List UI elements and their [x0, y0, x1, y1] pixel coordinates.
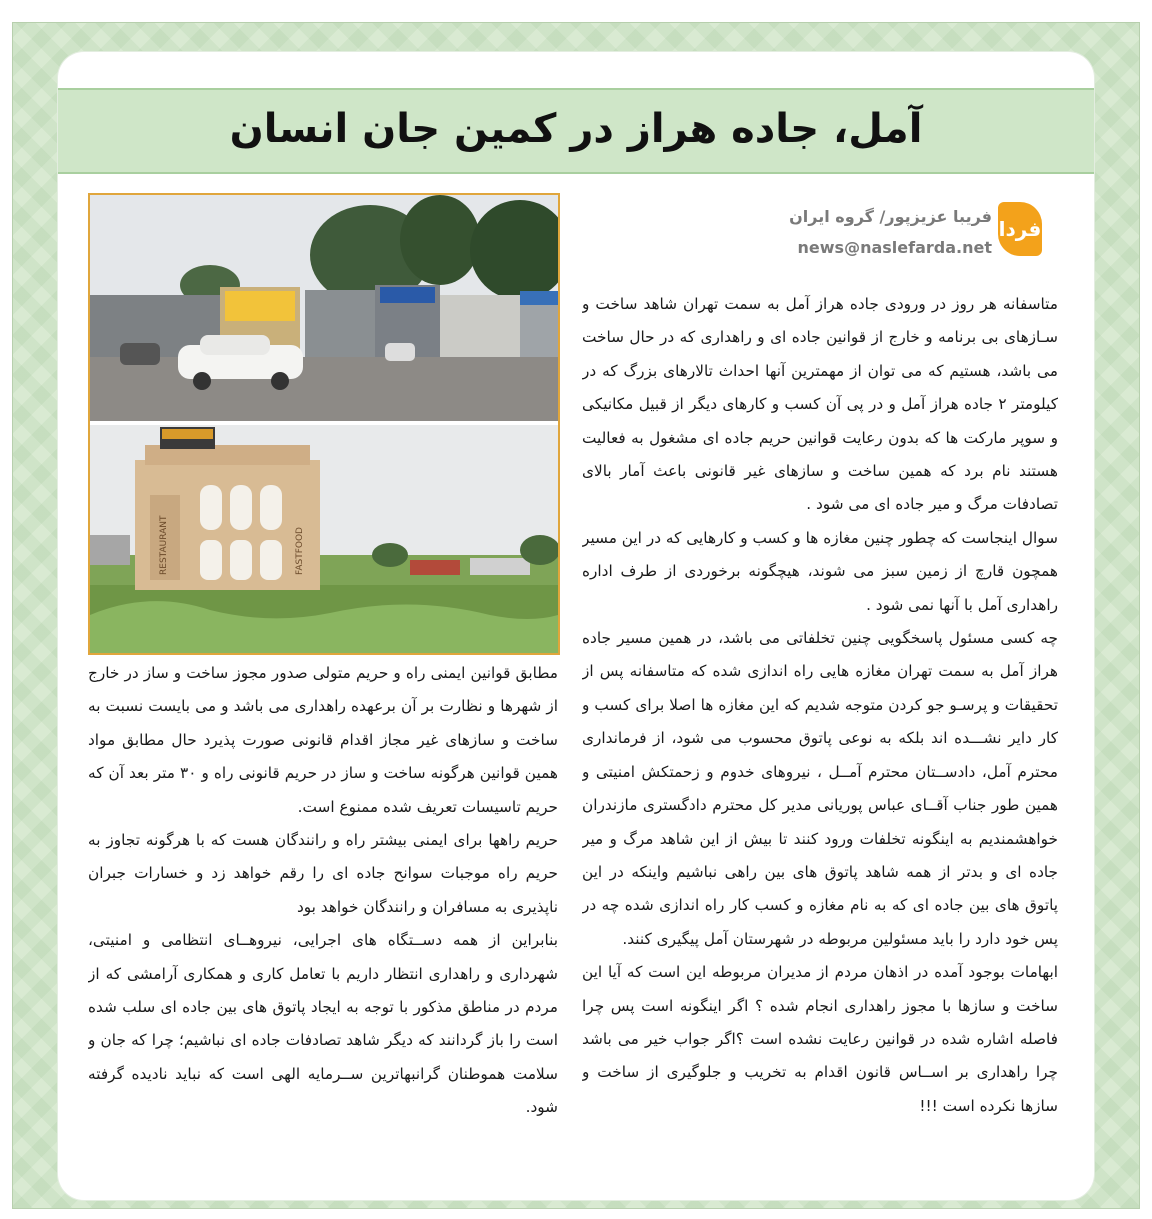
photo-bottom-restaurant [90, 425, 558, 653]
article-photo [88, 193, 560, 655]
paragraph: ابهامات بوجود آمده در اذهان مردم از مدیران مربوطه این است که آیا این ساخت و سازها با مجوز راهداری انجام شده ؟ اگر اینگونه است پس چرا فاصله اشاره شده در قوانین رعایت نشده است ؟اگر جواب خیر می باشد چرا راهداری بر اســاس قانون اقدام به تخریب و جلوگیری از ساخت و سازها نکرده است !!! [582, 963, 1058, 1115]
paragraph: متاسفانه هر روز در ورودی جاده هراز آمل به سمت تهران شاهد ساخت و سـازهای بی برنامه و خارج از قوانین جاده ای و راهداری که در حال ساخت می باشد، هستیم که می توان از مهمترین آنها احداث تالارهای بزرگ که در کیلومتر ۲ جاده هراز آمل و در پی آن کسب و کارهای دیگر از قبیل مکانیکی و سوپر مارکت ها که بدون رعایت قوانین حریم جاده ای مشغول به فعالیت هستند نام برد که همین ساخت و سازهای غیر قانونی باعث آمار بالای تصادفات مرگ و میر جاده ای می شود . [582, 295, 1058, 514]
article-column-right [582, 288, 1058, 1158]
logo-text: فردا [998, 217, 1042, 241]
paragraph: حریم راهها برای ایمنی بیشتر راه و رانندگان هست که با هرگونه تجاوز به حریم راه موجبات سوانح جاده ای را رقم خواهد زد و خسارات جبران ناپذیری به مسافران و رانندگان خواهد بود [88, 831, 558, 916]
paragraph: مطابق قوانین ایمنی راه و حریم متولی صدور مجوز ساخت و ساز در خارج از شهرها و نظارت بر آن برعهده راهداری می باشد و می بایست نسبت به ساخت و سازهای غیر مجاز اقدام قانونی صورت پذیرد حال مطابق مواد همین قوانین هرگونه ساخت و ساز در حریم قانونی راه و ۳۰ متر بعد آن که حریم تاسیسات تعریف شده ممنوع است. [88, 664, 558, 816]
author-email-link[interactable]: news@naslefarda.net [797, 238, 992, 257]
paragraph: چه کسی مسئول پاسخگویی چنین تخلفاتی می باشد، در همین مسیر جاده هراز آمل به سمت تهران مغازه هایی راه اندازی شده که متاسفانه پس از تحقیقات و پرسـو جو کردن متوجه شدیم که این مغازه ها اصلا برای کسب و کار دایر نشـــده اند بلکه به نوعی پاتوق محسوب می شود، از فرمانداری محترم آمل، دادســتان محترم آمــل ، نیروهای خدوم و زحمتکش امنیتی و همین طور جناب آقــای عباس پوریانی مدیر کل محترم دادگستری مازندران خواهشمندیم به اینگونه تخلفات ورود کنند تا بیش از این شاهد مرگ و میر جاده ای و بدتر از همه شاهد پاتوق های بین راهی نباشیم واینکه در این پاتوق های بین جاده ای که به نام مغازه و کسب کار راه اندازی شده چه در پس خود دارد را باید مسئولین مربوطه در شهرستان آمل پیگیری کنند. [582, 629, 1058, 948]
article-byline: فریبا عزیزپور/ گروه ایران [789, 207, 992, 226]
article-column-left [88, 657, 558, 1137]
photo-illustration [90, 195, 558, 653]
newspaper-logo-icon [998, 202, 1042, 256]
paragraph: سوال اینجاست که چطور چنین مغازه ها و کسب و کارهایی که در این مسیر همچون قارچ از زمین سبز می شوند، هیچگونه برخوردی از طرف اداره راهداری آمل با آنها نمی شود . [582, 528, 1058, 614]
article-title: آمل، جاده هراز در کمین جان انسان [229, 106, 923, 152]
building-sign-fastfood: FASTFOOD [295, 527, 305, 575]
building-sign-restaurant: RESTAURANT [159, 515, 169, 575]
photo-top-roadside-shops [90, 195, 558, 421]
paragraph: بنابراین از همه دســتگاه های اجرایی، نیروهــای انتظامی و امنیتی، شهرداری و راهداری انتظار داریم با تعامل کاری و همکاری آرامشی که از مردم در مناطق مذکور با توجه به ایجاد پاتوق های بین جاده ای سلب شده است را باز گردانند که دیگر شاهد تصادفات جاده ای نباشیم؛ چرا که جان و سلامت هموطنان گرانبهاترین ســرمایه الهی است که نباید نادیده گرفته شود. [88, 931, 558, 1117]
